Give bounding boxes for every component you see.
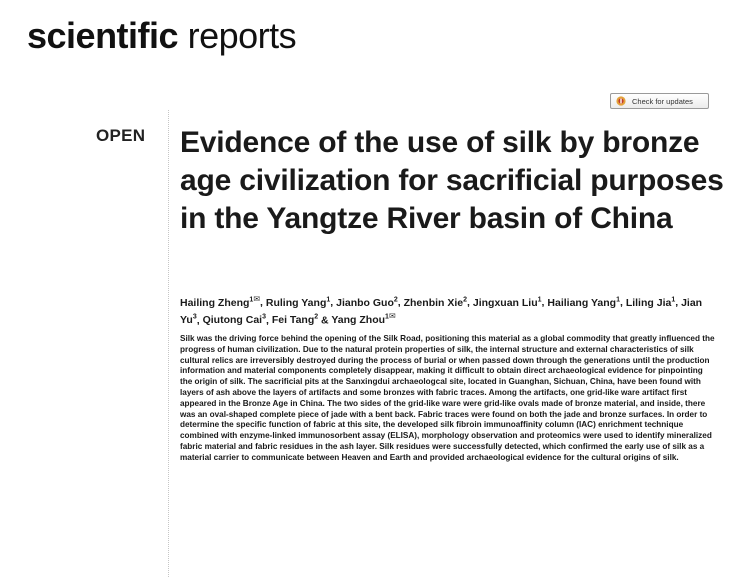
author-affiliation: 3	[192, 313, 197, 321]
author[interactable]	[336, 297, 398, 309]
author-affiliation: 2	[393, 296, 398, 303]
author-affiliation: 1	[249, 296, 254, 303]
open-access-label: OPEN	[96, 126, 146, 145]
author-affiliation: 2	[463, 296, 468, 303]
author[interactable]	[626, 297, 675, 309]
author[interactable]	[272, 314, 318, 326]
author-separator: ,	[467, 296, 473, 309]
author-affiliation: 3	[262, 313, 266, 321]
journal-name-light: reports	[187, 15, 297, 56]
author-name: Jianbo Guo	[336, 296, 394, 309]
author-affiliation: 1	[326, 296, 331, 303]
article-abstract: Silk was the driving force behind the opening of the Silk Road, positioning this material as a global commodity that greatly influenced the progress of human civilization. Due to the natural protein properties of silk, the internal structure and external characteristics of silk cultural relics are irreversibly destroyed during the process of burial or when passed down through the generations until the production information and material components completely disappear, making it difficult to obtain direct archaeological evidence for pinpointing the origin of silk. The sacrificial pits at the Sanxingdui archaeologcal site, located in Guanghan, Sichuan, China, have been found with layers of ash above the layers of artifacts and some bronzes with fabric traces. Among the artifacts, one grid-like ware artifact first appeared in the Bronze Age in China. The two sides of the grid-like ware were grid-like ovals made of bronze material, and inside, there was an oval-shaped complete piece of jade with a bent back. Fabric traces were found on both the jade and bronze surfaces. In order to determine the specific function of fabric at this site, the developed silk fibroin immunoaffinity column (IAC) enrichment technique combined with enzyme-linked immunosorbent assay (ELISA), morphology observation and proteomics were used to identify mineralized fabric material and fabric residues in the ash layer. Silk residues were successfully detected, which confirmed the early use of silk as a material carrier to communicate between Heaven and Earth and provided archaeological evidence for the cultural origins of silk.	[180, 334, 715, 462]
column-divider	[168, 110, 169, 577]
author-affiliation: 1	[385, 313, 389, 321]
author-name: Fei Tang	[271, 314, 315, 326]
check-for-updates-label: Check for updates	[632, 96, 693, 106]
author-name: Hailiang Yang	[547, 296, 617, 309]
author[interactable]	[331, 311, 396, 326]
journal-name-bold: scientific	[27, 15, 179, 56]
author-separator: ,	[196, 314, 203, 326]
envelope-icon[interactable]: ✉	[388, 311, 396, 321]
author[interactable]	[203, 314, 266, 326]
author-separator: ,	[397, 296, 404, 309]
author-list	[180, 292, 720, 327]
author-separator: ,	[260, 296, 266, 309]
author[interactable]	[180, 294, 261, 309]
author-separator: ,	[675, 296, 682, 309]
author-name: Yang Zhou	[331, 314, 386, 326]
author-separator: ,	[330, 296, 337, 309]
author[interactable]	[547, 297, 620, 309]
author[interactable]	[404, 297, 467, 309]
author-name: Jian Yu	[180, 296, 703, 326]
author-separator: ,	[619, 296, 626, 309]
author-name: Qiutong Cai	[202, 314, 263, 326]
author[interactable]	[473, 297, 542, 309]
author-affiliation: 1	[537, 296, 542, 303]
check-for-updates-icon	[616, 96, 626, 106]
journal-masthead	[27, 14, 296, 58]
author-name: Jingxuan Liu	[472, 296, 538, 309]
author-affiliation: 1	[671, 296, 676, 303]
author-affiliation: 1	[616, 296, 620, 303]
author-name: Liling Jia	[625, 296, 672, 309]
author-name: Ruling Yang	[265, 296, 327, 309]
author-separator: ,	[541, 296, 548, 309]
author-separator: &	[318, 314, 332, 326]
author[interactable]	[266, 297, 330, 309]
author-name: Zhenbin Xie	[403, 296, 464, 309]
author-affiliation: 2	[314, 313, 319, 321]
envelope-icon[interactable]: ✉	[253, 294, 261, 303]
author-name: Hailing Zheng	[180, 296, 250, 309]
check-for-updates-button[interactable]	[610, 93, 709, 109]
author-separator: ,	[266, 314, 272, 326]
article-title: Evidence of the use of silk by bronze age civilization for sacrificial purposes in the Yangtze River basin of China	[180, 126, 724, 235]
